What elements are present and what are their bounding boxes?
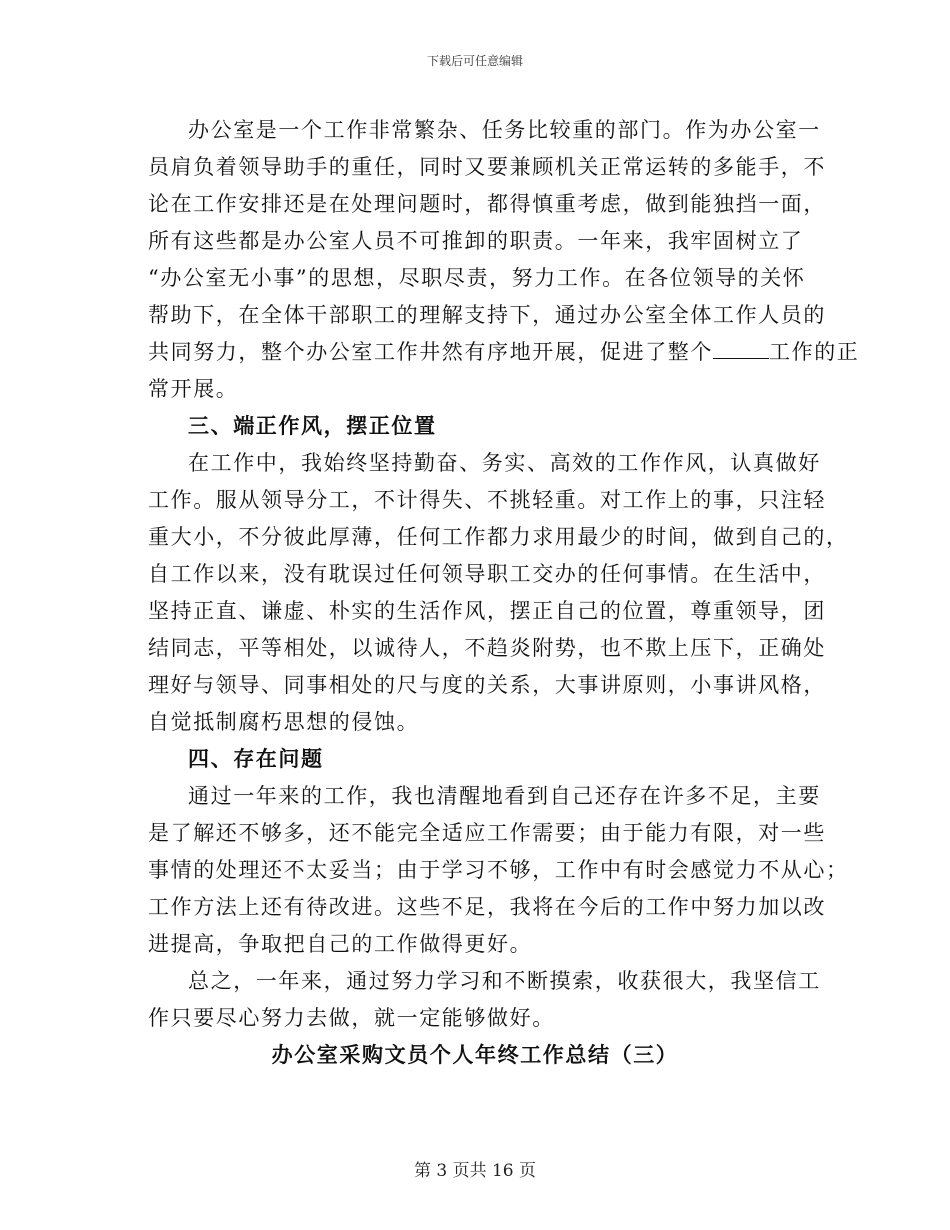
paragraph-line: 结同志，平等相处，以诚待人，不趋炎附势，也不欺上压下，正确处 [148, 636, 826, 660]
paragraph-line: 工作方法上还有待改进。这些不足，我将在今后的工作中努力加以改 [148, 895, 826, 919]
page-header: 下载后可任意编辑 [426, 54, 523, 68]
paragraph-line: 常开展。 [148, 377, 239, 401]
paragraph-line: 员肩负着领导助手的重任，同时又要兼顾机关正常运转的多能手，不 [148, 155, 826, 179]
paragraph-line: 论在工作安排还是在处理问题时，都得慎重考虑，做到能独挡一面， [148, 192, 826, 216]
paragraph-text: 共同努力，整个办公室工作井然有序地开展，促进了整个 [148, 340, 713, 364]
document-section-title: 办公室采购文员个人年终工作总结（三） [271, 1042, 679, 1067]
paragraph-line: 总之，一年来，通过努力学习和不断摸索，收获很大，我坚信工 [188, 969, 821, 993]
page-number: 第 3 页共 16 页 [413, 1161, 537, 1181]
paragraph-line: 工作。服从领导分工，不计得失、不挑轻重。对工作上的事，只注轻 [148, 488, 826, 512]
paragraph-line: 理好与领导、同事相处的尺与度的关系，大事讲原则，小事讲风格， [148, 673, 826, 697]
paragraph-line: 办公室是一个工作非常繁杂、任务比较重的部门。作为办公室一 [188, 118, 821, 142]
paragraph-line: 自工作以来，没有耽误过任何领导职工交办的任何事情。在生活中， [148, 562, 826, 586]
paragraph-text: 工作的正 [769, 340, 860, 364]
paragraph-line: 作只要尽心努力去做，就一定能够做好。 [148, 1006, 555, 1030]
section-heading: 四、存在问题 [188, 746, 324, 771]
section-heading: 三、端正作风，摆正位置 [188, 413, 437, 438]
paragraph-line: 重大小，不分彼此厚薄，任何工作都力求用最少的时间，做到自己的， [148, 525, 849, 549]
paragraph-line: 在工作中，我始终坚持勤奋、务实、高效的工作作风，认真做好 [188, 451, 821, 475]
paragraph-line: 坚持正直、谦虚、朴实的生活作风，摆正自己的位置，尊重领导，团 [148, 599, 826, 623]
paragraph-line: 进提高，争取把自己的工作做得更好。 [148, 932, 533, 956]
paragraph-line: 事情的处理还不太妥当；由于学习不够，工作中有时会感觉力不从心； [148, 858, 849, 882]
paragraph-line [148, 336, 859, 366]
paragraph-line: “办公室无小事”的思想，尽职尽责，努力工作。在各位领导的关怀 [148, 266, 806, 290]
paragraph-line: 所有这些都是办公室人员不可推卸的职责。一年来，我牢固树立了 [148, 229, 804, 253]
fill-in-blank [713, 340, 769, 359]
paragraph-line: 通过一年来的工作，我也清醒地看到自己还存在许多不足，主要 [188, 784, 821, 808]
paragraph-line: 帮助下，在全体干部职工的理解支持下，通过办公室全体工作人员的 [148, 303, 826, 327]
paragraph-line: 是了解还不够多，还不能完全适应工作需要；由于能力有限，对一些 [148, 821, 826, 845]
paragraph-line: 自觉抵制腐朽思想的侵蚀。 [148, 710, 420, 734]
